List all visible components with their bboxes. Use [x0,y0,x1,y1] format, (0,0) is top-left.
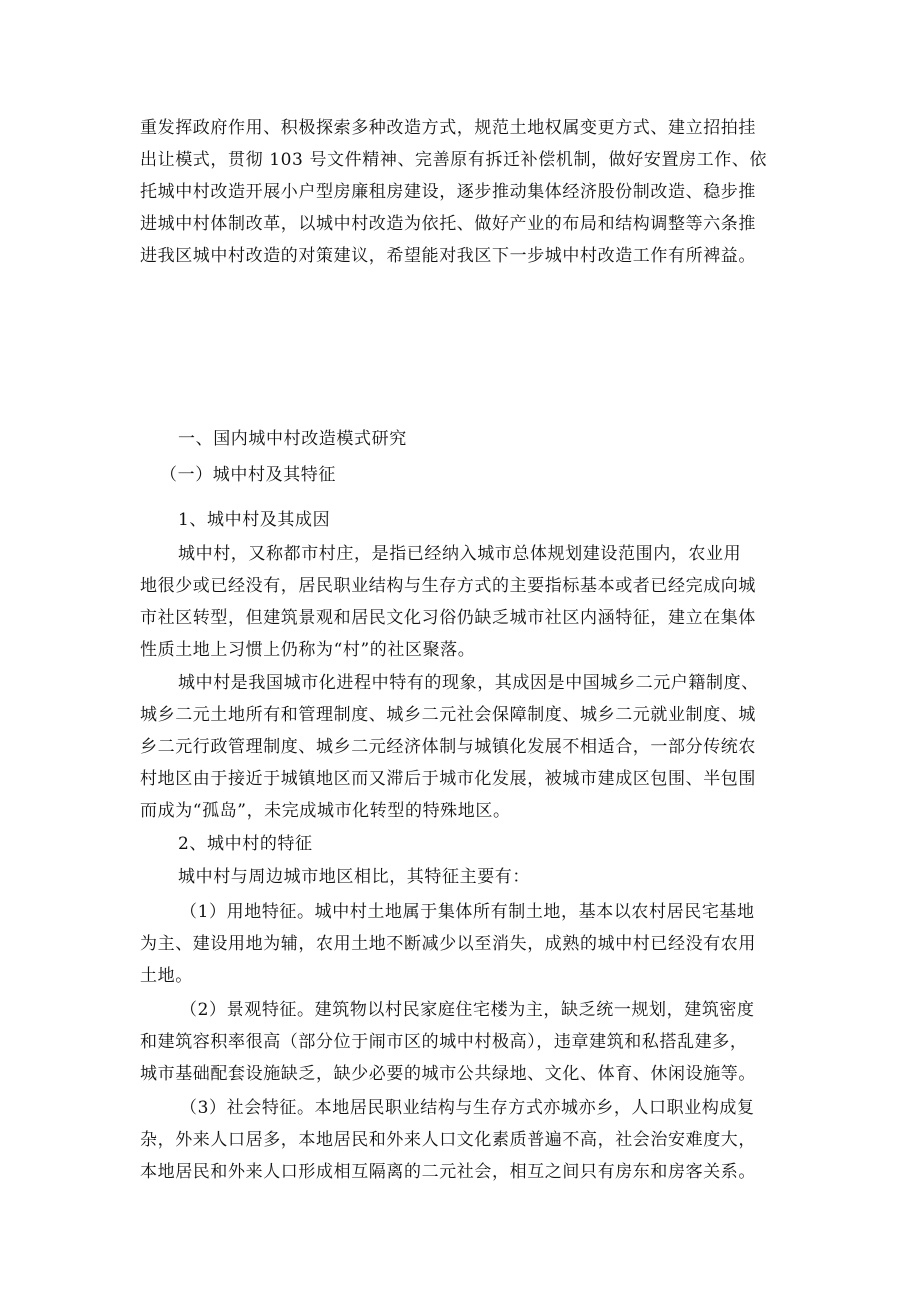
section-heading [140,423,785,455]
features-intro [140,861,785,893]
definition-paragraph [140,538,785,666]
definition-line: 性质土地上习惯上仍称为“村”的社区聚落。 [140,640,476,660]
item1-heading-text: 1、城中村及其成因 [178,510,331,530]
intro-line: 托城中村改造开展小户型房廉租房建设，逐步推动集体经济股份制改造、稳步推 [140,182,756,202]
feature3-line: 杂，外来人口居多，本地居民和外来人口文化素质普遍不高，社会治安难度大， [140,1130,756,1150]
cause-line: 乡二元行政管理制度、城乡二元经济体制与城镇化发展不相适合，一部分传统农 [140,737,756,757]
intro-line: 出让模式，贯彻 103 号文件精神、完善原有拆迁补偿机制，做好安置房工作、依 [140,150,768,170]
definition-line: 市社区转型，但建筑景观和居民文化习俗仍缺乏城市社区内涵特征，建立在集体 [140,608,756,628]
feature3-line: 本地居民和外来人口形成相互隔离的二元社会，相互之间只有房东和房客关系。 [140,1162,756,1182]
feature1-line: 土地。 [140,966,193,986]
definition-line: 城中村，又称都市村庄，是指已经纳入城市总体规划建设范围内，农业用 [178,544,742,564]
feature2-paragraph [140,994,785,1090]
intro-line: 重发挥政府作用、积极探索多种改造方式，规范土地权属变更方式、建立招拍挂 [140,118,756,138]
subsection-heading-text: （一）城中村及其特征 [160,465,336,485]
cause-line: 而成为“孤岛”，未完成城市化转型的特殊地区。 [140,801,511,821]
feature3-line: （3）社会特征。本地居民职业结构与生存方式亦城亦乡，人口职业构成复 [180,1098,755,1118]
item1-heading [140,504,785,536]
section-heading-text: 一、国内城中村改造模式研究 [178,429,407,449]
feature2-line: （2）景观特征。建筑物以村民家庭住宅楼为主，缺乏统一规划，建筑密度 [180,1000,755,1020]
definition-line: 地很少或已经没有，居民职业结构与生存方式的主要指标基本或者已经完成向城 [140,576,756,596]
feature1-line: （1）用地特征。城中村土地属于集体所有制土地，基本以农村居民宅基地 [180,902,755,922]
cause-line: 村地区由于接近于城镇地区而又滞后于城市化发展，被城市建成区包围、半包围 [140,769,756,789]
subsection-heading [140,459,785,491]
intro-paragraph [140,112,785,272]
cause-line: 城乡二元土地所有和管理制度、城乡二元社会保障制度、城乡二元就业制度、城 [140,705,756,725]
item2-heading [140,828,785,860]
item2-heading-text: 2、城中村的特征 [178,834,313,854]
cause-line: 城中村是我国城市化进程中特有的现象，其成因是中国城乡二元户籍制度、 [178,673,759,693]
intro-line: 进城中村体制改革，以城中村改造为依托、做好产业的布局和结构调整等六条推 [140,214,756,234]
intro-line: 进我区城中村改造的对策建议，希望能对我区下一步城中村改造工作有所裨益。 [140,246,756,266]
feature2-line: 城市基础配套设施缺乏，缺少必要的城市公共绿地、文化、体育、休闲设施等。 [140,1064,756,1084]
feature3-paragraph [140,1092,785,1188]
features-intro-text: 城中村与周边城市地区相比，其特征主要有： [178,867,530,887]
feature1-paragraph [140,896,785,992]
feature2-line: 和建筑容积率很高（部分位于闹市区的城中村极高），违章建筑和私搭乱建多， [140,1032,748,1052]
cause-paragraph [140,667,785,827]
feature1-line: 为主、建设用地为辅，农用土地不断减少以至消失，成熟的城中村已经没有农用 [140,934,756,954]
